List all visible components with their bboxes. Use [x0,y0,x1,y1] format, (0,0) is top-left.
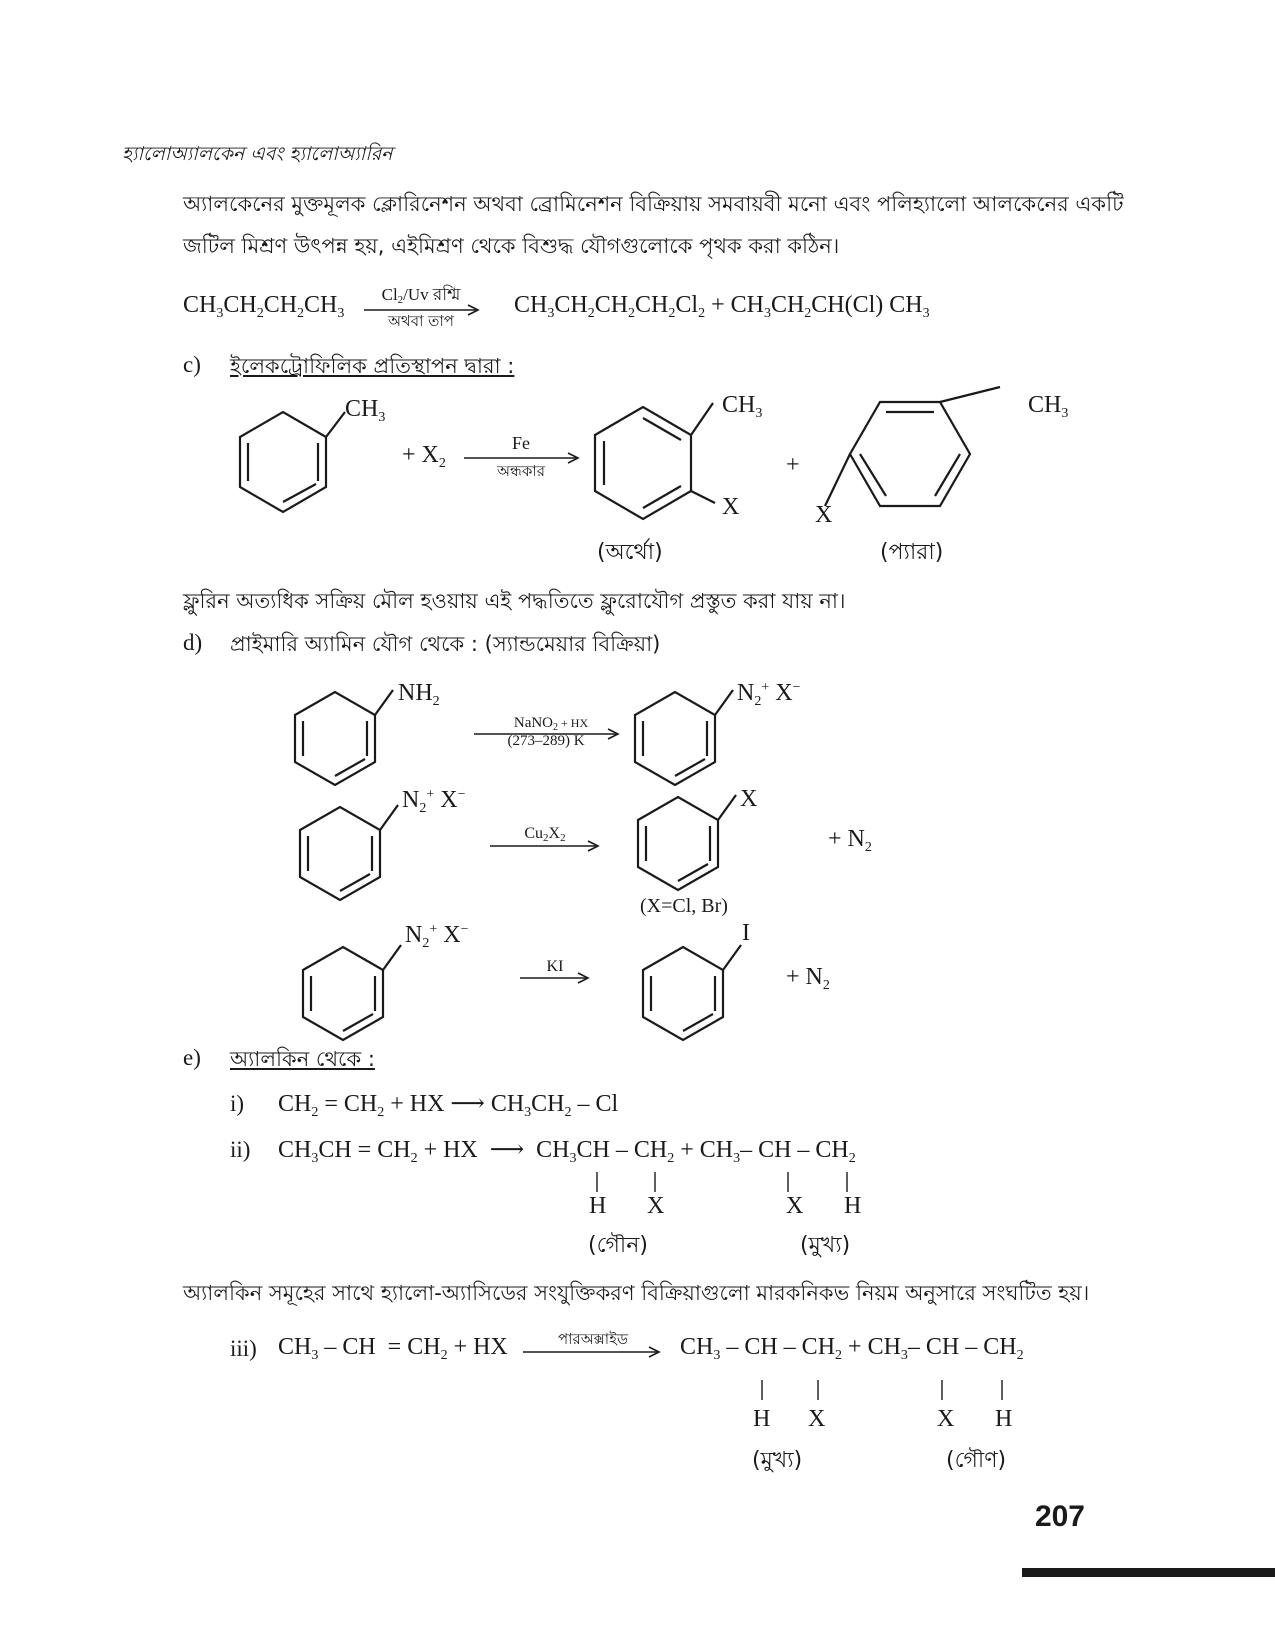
toluene-ring [240,400,360,520]
sandmeyer-arrow [490,840,602,852]
eq-ii: $CH_3CH = CH_2$ + HX ⟶ $CH_3CH - CH_2 + CH_3-$ CH – $CH_2$ [278,1137,856,1166]
aniline-ring [295,680,415,800]
page-number: 207 [1034,1500,1085,1533]
section-c-letter: c) [183,352,201,377]
markovnikov-note: অ্যালকিন সমূহের সাথে হ্যালো-অ্যাসিডের সংযুক্তিকরণ বিক্রিয়াগুলো মারকনিকভ নিয়ম অনুসারে সংঘটিত হয়। [183,1281,1090,1305]
eq-iii-arrow [523,1346,665,1358]
eq-ii-major: (মুখ্য) [800,1233,851,1258]
ki-reagent: KI [546,958,564,975]
para-x: X [815,502,833,528]
eq-ii-label: ii) [230,1137,251,1162]
n2-byproduct-2: + $N_2$ [786,964,830,993]
eq1-arrow-bottom: অথবা তাপ [388,312,454,330]
intro-line-1: অ্যালকেনের মুক্তমূলক ক্লোরিনেশন অথবা ব্রোমিনেশন বিক্রিয়ায় সমবায়বী মনো এবং পলিহ্যালো আলকেনের একটি [183,192,1124,216]
diazonium-label-2: $N_2^+$ X− [402,787,466,816]
section-c-title: ইলেকট্রোফিলিক প্রতিস্থাপন দ্বারা : [230,354,515,378]
reagent-fe: Fe [512,433,530,453]
eq-iii-bonds [750,1378,1030,1408]
intro-paragraph [183,183,1124,267]
section-e-letter: e) [183,1045,201,1070]
section-c-plus: + [786,452,800,478]
eq-iii-h2: H [995,1406,1013,1432]
n2-byproduct-1: + $N_2$ [828,826,872,855]
reagent-dark: অন্ধকার [497,462,545,480]
section-d-title: প্রাইমারি অ্যামিন যৌগ থেকে : (স্যান্ডমেয়ার বিক্রিয়া) [230,632,661,656]
ortho-label: (অর্থো) [597,540,663,565]
ortho-ch3: $CH_3$ [722,392,763,421]
diazotization-reagent-bottom: (273–289) K [507,733,585,749]
eq-i-label: i) [230,1091,245,1116]
para-product-ring [840,382,1020,542]
ortho-product-ring [595,395,735,535]
eq-ii-h1: H [589,1193,607,1219]
diazotization-reagent-top: NaNO$_2$ + HX [513,715,589,733]
eq1-products: $CH_3CH_2CH_2CH_2Cl_2 + CH_3CH_2CH(Cl)$ $CH_3$ [514,292,930,321]
eq-i: $CH_2 = CH_2$ + HX ⟶ $CH_3CH_2$ – Cl [278,1091,619,1120]
toluene-ch3: $CH_3$ [345,396,386,425]
footer-bar [1022,1568,1275,1577]
eq-ii-minor: (গৌন) [588,1233,648,1258]
ki-arrow [520,972,592,984]
intro-line-2: জটিল মিশ্রণ উৎপন্ন হয়, এইমিশ্রণ থেকে বিশুদ্ধ যৌগগুলোকে পৃথক করা কঠিন। [183,234,840,258]
diazonium-label-1: $N_2^+$ X− [737,680,801,709]
para-ch3: $CH_3$ [1028,392,1069,421]
eq-iii-x1: X [808,1406,826,1432]
running-header: হ্যালোঅ্যালকেন এবং হ্যালোঅ্যারিন [122,143,393,165]
peroxide-label: পারঅক্সাইড [558,1330,628,1348]
eq-iii-h1: H [753,1406,771,1432]
halogen-note: (X=Cl, Br) [640,895,728,917]
aniline-nh2: $NH_2$ [398,680,440,709]
diazonium-label-3: $N_2^+$ X− [405,922,469,951]
diazonium-ring-3 [303,935,423,1055]
para-label: (প্যারা) [880,540,944,565]
eq-ii-bonds [590,1170,870,1200]
eq-iii-reactants: $CH_3$ – CH = $CH_2$ + HX [278,1334,508,1363]
eq-ii-x2: X [786,1193,804,1219]
section-e-title: অ্যালকিন থেকে : [230,1047,375,1071]
iodobenzene-i: I [742,920,750,946]
eq-iii-label: iii) [230,1336,257,1361]
eq-iii-products: $CH_3$ – CH – $CH_2 + CH_3-$ CH – $CH_2$ [680,1334,1024,1363]
section-d-letter: d) [183,630,203,655]
eq-ii-x1: X [647,1193,665,1219]
eq-iii-minor: (গৌণ) [946,1448,1007,1473]
fluorine-note: ফ্লুরিন অত্যধিক সক্রিয় মৌল হওয়ায় এই পদ্ধতিতে ফ্লুরোযৌগ প্রস্তুত করা যায় না। [183,589,846,613]
equation-butane-chlorination: $CH_3CH_2CH_2CH_3$ [183,292,345,321]
eq-iii-x2: X [937,1406,955,1432]
cu2x2-reagent: $Cu_2X_2$ [524,825,566,844]
eq-iii-major: (মুখ্য) [752,1448,803,1473]
plus-x2: + $X_2$ [402,442,446,471]
iodobenzene-ring [643,935,763,1055]
eq1-arrow-top: $Cl_2/Uv$ রশ্মি [381,285,461,306]
haloarene-x: X [740,786,758,812]
ortho-x: X [722,494,740,520]
eq-ii-h2: H [844,1193,862,1219]
